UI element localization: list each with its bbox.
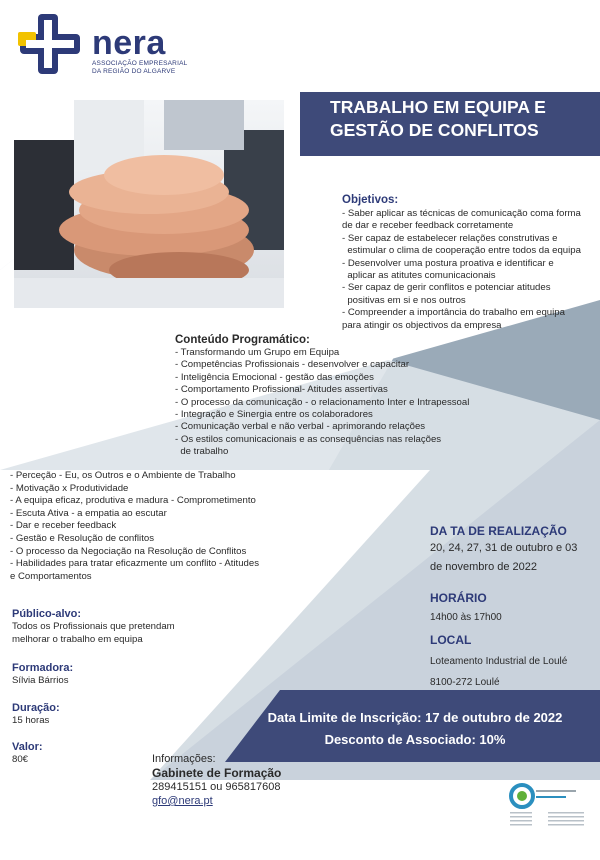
registration-deadline: Data Limite de Inscrição: 17 de outubro de 2022 — [267, 710, 563, 725]
programme-heading: Conteúdo Programático: — [175, 334, 310, 346]
topic-item: - O processo da Negociação na Resolução de Conflitos — [10, 545, 247, 557]
topic-item: - Motivação x Produtividade — [10, 482, 129, 494]
duration-heading: Duração: — [12, 702, 60, 714]
trainer — [12, 661, 212, 688]
trainer-name: Sílvia Bárrios — [12, 675, 69, 686]
programme-item: - Inteligência Emocional - gestão das emoções — [175, 371, 374, 383]
contact-info — [152, 752, 402, 808]
topic-item: - Escuta Ativa - a empatia ao escutar — [10, 507, 167, 519]
topic-item: - Dar e receber feedback — [10, 520, 117, 532]
nera-logo — [16, 12, 206, 82]
programme-item: - Transformando um Grupo em Equipa — [175, 347, 340, 358]
logo-cross-icon — [16, 12, 86, 76]
topic-item: - Gestão e Resolução de conflitos — [10, 532, 154, 544]
course-title: TRABALHO EM EQUIPA E GESTÃO DE CONFLITOS — [330, 97, 546, 140]
hands-photo — [14, 100, 284, 308]
programme-item: - O processo da comunicação - o relacionamento Inter e Intrapessoal — [175, 396, 470, 408]
contact-email-link[interactable]: gfo@nera.pt — [152, 795, 213, 807]
objective-item: - Desenvolver uma postura proativa e identificar e aplicar as atitutes comunicacionais — [342, 257, 554, 282]
dates-value: 20, 24, 27, 31 de outubro e 03 de novembro de 2022 — [430, 542, 578, 573]
stacked-hands-illustration — [14, 100, 284, 308]
topics-list — [10, 470, 310, 583]
topic-item: - A equipa eficaz, produtiva e madura - Comprometimento — [10, 495, 256, 507]
objective-item: - Ser capaz de estabelecer relações construtivas e estimular o clima de cooperação entre todos da equipa — [342, 232, 581, 257]
schedule-heading: HORÁRIO — [430, 591, 487, 605]
location-postcode: 8100-272 Loulé — [430, 677, 500, 688]
dates — [430, 524, 600, 577]
location-heading: LOCAL — [430, 633, 472, 647]
objective-item: - Saber aplicar as técnicas de comunicação coma forma de dar e receber feedback corretamente — [342, 208, 581, 232]
logo-wordmark: nera — [92, 24, 166, 62]
programme-section — [175, 333, 475, 459]
price-value: 80€ — [12, 754, 29, 765]
contact-label: Informações: — [152, 753, 216, 765]
location-address: Loteamento Industrial de Loulé — [430, 656, 568, 667]
target-audience-heading: Público-alvo: — [12, 608, 82, 620]
location — [430, 633, 600, 690]
objective-item: - Compreender a importância do trabalho em equipa para atingir os objectivos da empresa — [342, 307, 565, 331]
objectives-section — [342, 193, 597, 332]
objective-item: - Ser capaz de gerir conflitos e potenciar atitudes positivas em si e nos outros — [342, 282, 551, 306]
schedule-value: 14h00 às 17h00 — [430, 612, 502, 623]
dates-heading: DA TA DE REALIZAÇÃO — [430, 524, 567, 538]
duration — [12, 701, 212, 728]
target-audience-text: Todos os Profissionais que pretendam melhorar o trabalho em equipa — [12, 621, 175, 645]
objectives-heading: Objetivos: — [342, 194, 399, 206]
member-discount: Desconto de Associado: 10% — [324, 732, 506, 747]
logo-subtitle: ASSOCIAÇÃO EMPRESARIAL DA REGIÃO DO ALGARVE — [92, 60, 188, 75]
programme-item: - Os estilos comunicacionais e as consequências nas relações de trabalho — [175, 433, 442, 458]
contact-department: Gabinete de Formação — [152, 766, 282, 780]
programme-item: - Competências Profissionais - desenvolver e capacitar — [175, 359, 410, 371]
topic-item: - Perceção - Eu, os Outros e o Ambiente de Trabalho — [10, 470, 236, 481]
target-audience — [12, 607, 212, 646]
contact-phones: 289415151 ou 965817608 — [152, 781, 281, 793]
topic-item: - Habilidades para tratar eficazmente um conflito - Atitudes e Comportamentos — [10, 558, 260, 582]
programme-item: - Comportamento Profissional- Atitudes assertivas — [175, 384, 388, 396]
certification-seal-icon — [508, 780, 588, 834]
trainer-heading: Formadora: — [12, 662, 74, 674]
schedule — [430, 591, 600, 625]
programme-item: - Integração e Sinergia entre os colaboradores — [175, 409, 373, 421]
price-heading: Valor: — [12, 741, 43, 753]
programme-item: - Comunicação verbal e não verbal - aprimorando relações — [175, 421, 426, 433]
duration-value: 15 horas — [12, 715, 50, 726]
